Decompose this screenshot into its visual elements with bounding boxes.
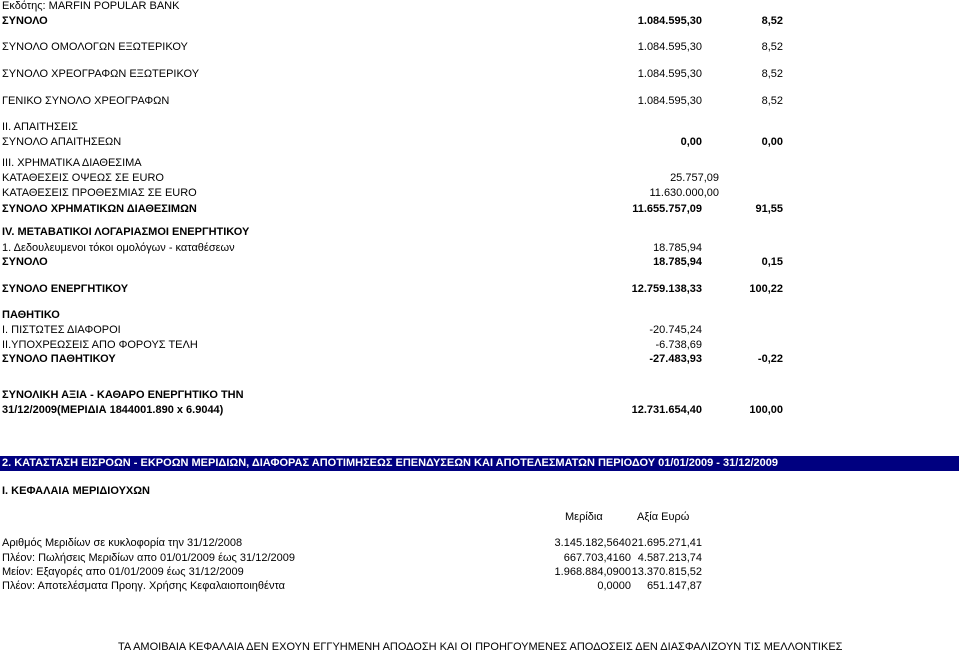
capital-row-units: 1.968.884,0900 xyxy=(554,566,631,578)
row-percent: 0,15 xyxy=(761,256,783,268)
row-label: ΣΥΝΟΛΟ xyxy=(2,256,48,268)
capital-row-units: 0,0000 xyxy=(597,580,631,592)
disclaimer-footer: ΤΑ ΑΜΟΙΒΑΙΑ ΚΕΦΑΛΑΙΑ ΔΕΝ ΕΧΟΥΝ ΕΓΓΥΗΜΕΝΗ ΑΠΟΔΟΣΗ ΚΑΙ ΟΙ ΠΡΟΗΓΟΥΜΕΝΕΣ ΑΠΟΔΟΣΕΙΣ ΔΕΝ ΔΙΑΣΦΑΛΙΖΟΥΝ ΤΙΣ ΜΕΛΛΟΝΤΙΚΕΣ xyxy=(118,641,843,653)
row-label: ΣΥΝΟΛΟ ΠΑΘΗΤΙΚΟΥ xyxy=(2,353,116,365)
row-value: -20.745,24 xyxy=(649,324,702,336)
section-heading: ΙΙΙ. ΧΡΗΜΑΤΙΚΑ ΔΙΑΘΕΣΙΜΑ xyxy=(2,157,142,169)
row-value: 18.785,94 xyxy=(653,256,702,268)
row-label: 31/12/2009(ΜΕΡΙΔΙΑ 1844001.890 x 6.9044) xyxy=(2,404,224,416)
capital-heading: Ι. ΚΕΦΑΛΑΙΑ ΜΕΡΙΔΙΟΥΧΩΝ xyxy=(2,485,151,497)
row-label: ΣΥΝΟΛΟ ΑΠΑΙΤΗΣΕΩΝ xyxy=(2,136,122,148)
section-2-header xyxy=(0,456,959,471)
row-percent: 91,55 xyxy=(755,203,783,215)
row-label: 1. Δεδουλευμενοι τόκοι ομολόγων - καταθέσεων xyxy=(2,242,235,254)
column-header-value: Αξία Ευρώ xyxy=(637,511,690,523)
row-label: ΣΥΝΟΛΙΚΗ ΑΞΙΑ - ΚΑΘΑΡΟ ΕΝΕΡΓΗΤΙΚΟ ΤΗΝ xyxy=(2,389,244,401)
capital-row-value: 13.370.815,52 xyxy=(631,566,702,578)
row-value: 0,00 xyxy=(680,136,702,148)
row-label: ΚΑΤΑΘΕΣΕΙΣ ΠΡΟΘΕΣΜΙΑΣ ΣΕ EURO xyxy=(2,187,197,199)
capital-row-value: 21.695.271,41 xyxy=(631,537,702,549)
capital-row-value: 651.147,87 xyxy=(646,580,702,592)
row-value: 1.084.595,30 xyxy=(637,95,702,107)
row-value: 11.655.757,09 xyxy=(632,203,702,215)
row-value: 1.084.595,30 xyxy=(637,15,702,27)
row-label: ΣΥΝΟΛΟ xyxy=(2,15,48,27)
row-value: 11.630.000,00 xyxy=(649,187,719,199)
row-percent: 100,22 xyxy=(749,283,783,295)
row-percent: -0,22 xyxy=(757,353,783,365)
row-percent: 0,00 xyxy=(761,136,783,148)
row-label: ΣΥΝΟΛΟ ΧΡΗΜΑΤΙΚΩΝ ΔΙΑΘΕΣΙΜΩΝ xyxy=(2,203,197,215)
row-percent: 8,52 xyxy=(761,95,783,107)
row-value: 12.759.138,33 xyxy=(631,283,702,295)
row-label: Ι. ΠΙΣΤΩΤΕΣ ΔΙΑΦΟΡΟΙ xyxy=(2,324,121,336)
row-label: ΣΥΝΟΛΟ ΟΜΟΛΟΓΩΝ ΕΞΩΤΕΡΙΚΟΥ xyxy=(2,41,188,53)
row-percent: 8,52 xyxy=(761,41,783,53)
capital-row-units: 667.703,4160 xyxy=(563,552,631,564)
row-percent: 8,52 xyxy=(761,15,783,27)
row-value: 18.785,94 xyxy=(653,242,702,254)
capital-row-label: Πλέον: Πωλήσεις Μεριδίων απο 01/01/2009 έως 31/12/2009 xyxy=(2,552,295,564)
row-value: -6.738,69 xyxy=(655,339,702,351)
section-heading: ΠΑΘΗΤΙΚΟ xyxy=(2,309,60,321)
row-percent: 100,00 xyxy=(749,404,783,416)
row-percent: 8,52 xyxy=(761,68,783,80)
row-label: ΓΕΝΙΚΟ ΣΥΝΟΛΟ ΧΡΕΟΓΡΑΦΩΝ xyxy=(2,95,170,107)
row-value: 1.084.595,30 xyxy=(637,68,702,80)
row-label: ΙΙ.ΥΠΟΧΡΕΩΣΕΙΣ ΑΠΟ ΦΟΡΟΥΣ ΤΕΛΗ xyxy=(2,339,198,351)
row-value: 25.757,09 xyxy=(670,172,719,184)
column-header-units: Μερίδια xyxy=(565,511,603,523)
capital-row-units: 3.145.182,5640 xyxy=(554,537,631,549)
row-value: 1.084.595,30 xyxy=(637,41,702,53)
capital-row-value: 4.587.213,74 xyxy=(637,552,702,564)
section-2-title: 2. ΚΑΤΑΣΤΑΣΗ ΕΙΣΡΟΩΝ - ΕΚΡΟΩΝ ΜΕΡΙΔΙΩΝ, ΔΙΑΦΟΡΑΣ ΑΠΟΤΙΜΗΣΕΩΣ ΕΠΕΝΔΥΣΕΩΝ ΚΑΙ ΑΠΟΤΕΛΕΣΜΑΤΩΝ ΠΕΡΙΟΔΟΥ 01/01/2009 - 31/12/2009 xyxy=(2,457,779,469)
row-value: -27.483,93 xyxy=(649,353,702,365)
capital-row-label: Πλέον: Αποτελέσματα Προηγ. Χρήσης Κεφαλαιοποιηθέντα xyxy=(2,580,285,592)
section-heading: ΙΙ. ΑΠΑΙΤΗΣΕΙΣ xyxy=(2,121,78,133)
capital-row-label: Αριθμός Μεριδίων σε κυκλοφορία την 31/12/2008 xyxy=(2,537,243,549)
row-label: ΚΑΤΑΘΕΣΕΙΣ ΟΨΕΩΣ ΣΕ EURO xyxy=(2,172,164,184)
section-heading: IV. ΜΕΤΑΒΑΤΙΚΟΙ ΛΟΓΑΡΙΑΣΜΟΙ ΕΝΕΡΓΗΤΙΚΟΥ xyxy=(2,226,250,238)
row-label: ΣΥΝΟΛΟ ΧΡΕΟΓΡΑΦΩΝ ΕΞΩΤΕΡΙΚΟΥ xyxy=(2,68,200,80)
row-label: ΣΥΝΟΛΟ ΕΝΕΡΓΗΤΙΚΟΥ xyxy=(2,283,129,295)
row-value: 12.731.654,40 xyxy=(631,404,702,416)
issuer: Εκδότης: MARFIN POPULAR BANK xyxy=(2,0,180,12)
capital-row-label: Μείον: Εξαγορές απο 01/01/2009 έως 31/12/2009 xyxy=(2,566,244,578)
